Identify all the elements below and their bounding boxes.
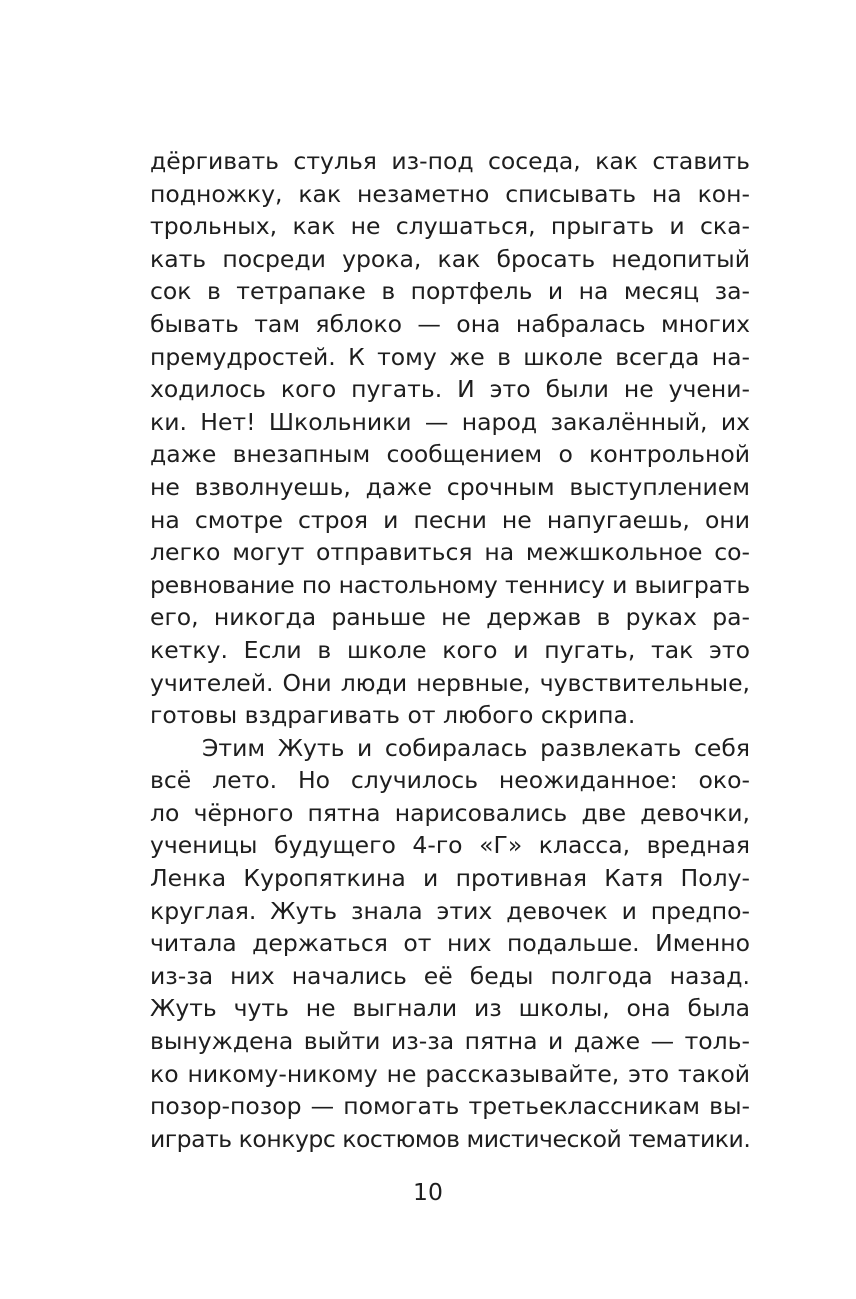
text-line: его, никогда раньше не держав в руках ра- (150, 603, 750, 632)
text-line: вынуждена выйти из-за пятна и даже — толь- (150, 1027, 750, 1056)
text-line: ревнование по настольному теннису и выиграть (150, 570, 750, 599)
text-line: учителей. Они люди нервные, чувствительные, (150, 668, 750, 697)
text-line: готовы вздрагивать от любого скрипа. (150, 701, 636, 730)
text-line: из-за них начались её беды полгода назад. (150, 961, 750, 990)
text-line: на смотре строя и песни не напугаешь, они (150, 505, 750, 534)
text-line: легко могут отправиться на межшкольное со- (150, 538, 750, 567)
text-line: играть конкурс костюмов мистической тематики. (150, 1124, 751, 1153)
body-text (150, 145, 750, 1155)
text-line: сок в тетрапаке в портфель и на месяц за- (150, 277, 750, 306)
paragraph-2 (150, 732, 750, 1156)
text-line: Этим Жуть и собиралась развлекать себя (202, 733, 750, 762)
text-line: премудростей. К тому же в школе всегда на- (150, 342, 750, 371)
text-line: Жуть чуть не выгнали из школы, она была (150, 994, 750, 1023)
text-line: трольных, как не слушаться, прыгать и ска- (150, 212, 750, 241)
text-line: ки. Нет! Школьники — народ закалённый, их (150, 407, 750, 436)
text-line: не взволнуешь, даже срочным выступлением (150, 472, 750, 501)
text-line: позор-позор — помогать третьеклассникам вы- (150, 1092, 750, 1121)
page-number: 10 (413, 1178, 443, 1206)
text-line: подножку, как незаметно списывать на кон- (150, 179, 750, 208)
text-line: круглая. Жуть знала этих девочек и предпо- (150, 896, 750, 925)
text-line: ученицы будущего 4-го «Г» класса, вредная (150, 831, 750, 860)
text-line: ходилось кого пугать. И это были не учени- (150, 375, 750, 404)
paragraph-1 (150, 145, 750, 732)
text-line: кать посреди урока, как бросать недопитый (150, 244, 750, 273)
text-line: кетку. Если в школе кого и пугать, так это (150, 635, 750, 664)
text-line: Ленка Куропяткина и противная Катя Полу- (150, 864, 750, 893)
text-line: ло чёрного пятна нарисовались две девочки, (150, 798, 750, 827)
text-line: даже внезапным сообщением о контрольной (150, 440, 750, 469)
text-line: бывать там яблоко — она набралась многих (150, 309, 750, 338)
text-line: дёргивать стулья из-под соседа, как ставить (150, 147, 750, 175)
text-line: читала держаться от них подальше. Именно (150, 929, 750, 958)
text-line: ко никому-никому не рассказывайте, это такой (150, 1059, 750, 1088)
text-line: всё лето. Но случилось неожиданное: око- (150, 766, 750, 795)
